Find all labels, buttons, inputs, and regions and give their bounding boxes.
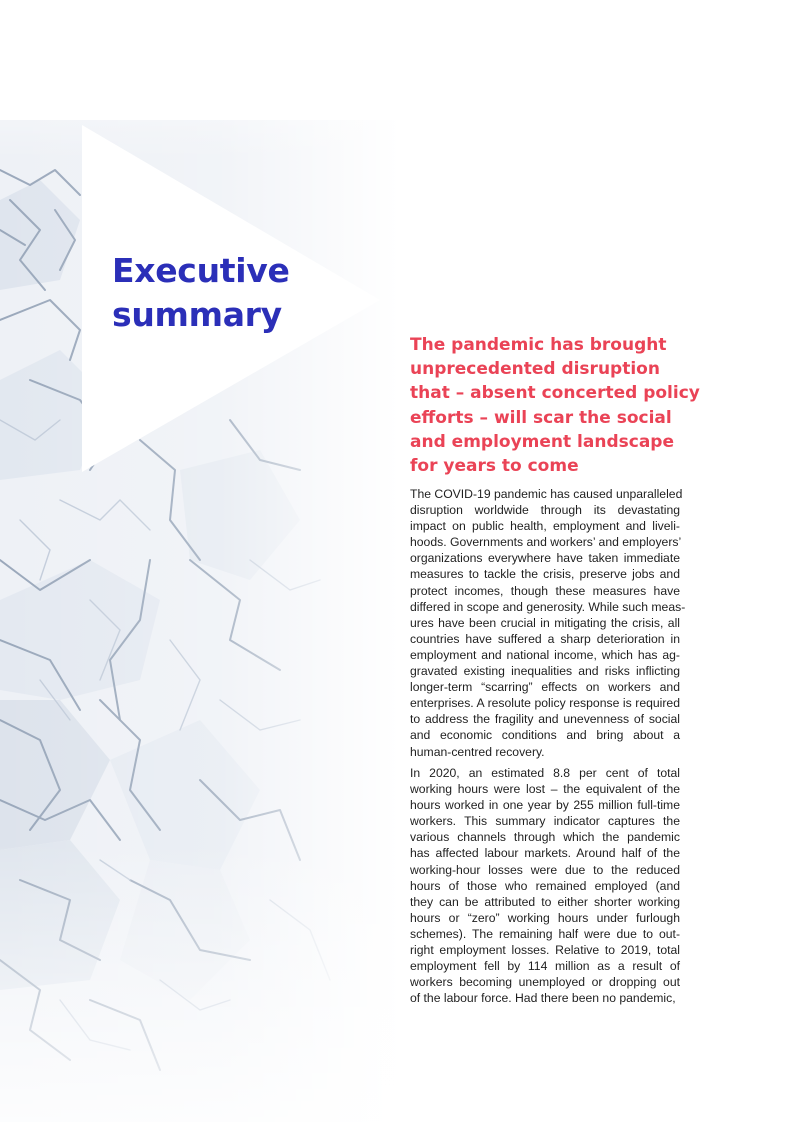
paragraph-1-line: gravated existing inequalities and risks inflicting bbox=[410, 664, 680, 679]
lead-line-5: and employment landscape bbox=[410, 431, 674, 452]
paragraph-1-line: employment and national income, which has ag- bbox=[410, 647, 680, 662]
paragraph-1-line: longer-term “scarring” effects on workers and bbox=[410, 680, 680, 695]
body-paragraph-1 bbox=[410, 486, 686, 760]
paragraph-2-line: hours or “zero” working hours under furlough bbox=[410, 910, 680, 925]
paragraph-2-line: workers. This summary indicator captures the bbox=[410, 814, 680, 829]
lead-line-2: unprecedented disruption bbox=[410, 359, 660, 380]
paragraph-1-line: protect incomes, though these measures have bbox=[410, 583, 680, 598]
paragraph-1-line: organizations everywhere have taken immediate bbox=[410, 551, 680, 566]
paragraph-1-line: differed in scope and generosity. While such meas- bbox=[410, 599, 686, 614]
paragraph-2-line: employment fell by 114 million as a result of bbox=[410, 959, 680, 974]
paragraph-1-line: ures have been crucial in mitigating the crisis, all bbox=[410, 615, 680, 630]
paragraph-2-line: various channels through which the pandemic bbox=[410, 830, 680, 845]
paragraph-2-line: of the labour force. Had there been no pandemic, bbox=[410, 991, 676, 1006]
paragraph-2-line: hours of those who remained employed (and bbox=[410, 878, 680, 893]
paragraph-1-line: disruption worldwide through its devastating bbox=[410, 503, 680, 518]
paragraph-1-line: hoods. Governments and workers’ and employers’ bbox=[410, 535, 682, 550]
paragraph-2-line: schemes). The remaining half were due to out- bbox=[410, 926, 680, 941]
paragraph-2-line: In 2020, an estimated 8.8 per cent of total bbox=[410, 766, 680, 780]
lead-line-6: for years to come bbox=[410, 456, 579, 477]
page-title-line-1: Executive bbox=[112, 251, 290, 290]
paragraph-1-line: to address the fragility and unevenness of social bbox=[410, 712, 680, 727]
body-paragraph-2 bbox=[410, 765, 680, 1006]
paragraph-1-line: measures to tackle the crisis, preserve jobs and bbox=[410, 567, 680, 582]
paragraph-1-line: countries have suffered a sharp deterioration in bbox=[410, 631, 680, 646]
paragraph-1-line: and economic conditions and bring about a bbox=[410, 728, 680, 743]
paragraph-2-line: they can be attributed to either shorter working bbox=[410, 894, 680, 909]
paragraph-1-line: enterprises. A resolute policy response is required bbox=[410, 696, 680, 711]
lead-line-4: efforts – will scar the social bbox=[410, 407, 672, 428]
paragraph-2-line: working hours were lost – the equivalent of the bbox=[410, 782, 680, 797]
lead-heading bbox=[410, 333, 700, 478]
lead-line-3: that – absent concerted policy bbox=[410, 383, 700, 404]
page-title bbox=[112, 249, 290, 337]
page-title-line-2: summary bbox=[112, 295, 282, 334]
paragraph-2-line: hours worked in one year by 255 million full-time bbox=[410, 798, 680, 813]
paragraph-2-line: workers becoming unemployed or dropping out bbox=[410, 975, 680, 990]
lead-line-1: The pandemic has brought bbox=[410, 335, 667, 355]
paragraph-1-line: The COVID-19 pandemic has caused unparalleled bbox=[410, 487, 683, 501]
paragraph-1-line: impact on public health, employment and liveli- bbox=[410, 519, 680, 534]
paragraph-2-line: working-hour losses were due to the reduced bbox=[410, 862, 680, 877]
paragraph-2-line: has affected labour markets. Around half of the bbox=[410, 846, 680, 861]
paragraph-2-line: right employment losses. Relative to 2019, total bbox=[410, 943, 680, 958]
paragraph-1-line: human-centred recovery. bbox=[410, 744, 545, 759]
